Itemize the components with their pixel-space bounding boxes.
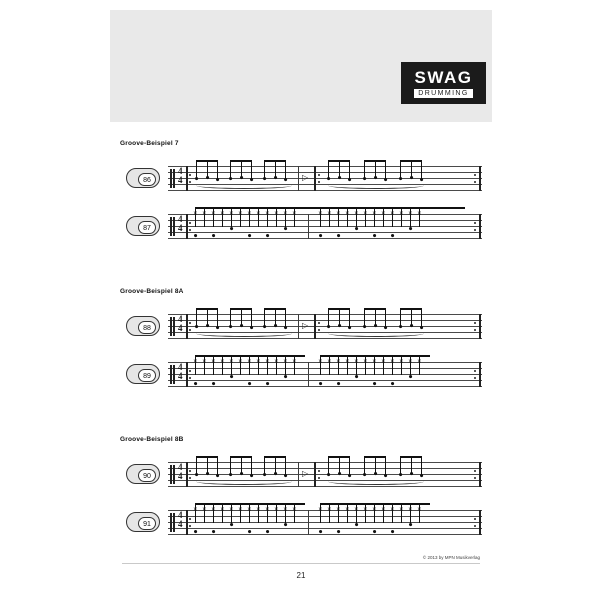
measure-number-90: 90 xyxy=(138,469,156,482)
section-title-3: Groove-Beispiel 8B xyxy=(120,436,184,443)
measure-badge-87 xyxy=(126,216,160,236)
system-87 xyxy=(120,210,482,250)
time-signature-91: 4 4 xyxy=(178,510,183,529)
drum-clef-icon xyxy=(170,513,175,532)
time-signature-87: 4 4 xyxy=(178,214,183,233)
drum-clef-icon xyxy=(170,365,175,384)
time-signature-89: 4 4 xyxy=(178,362,183,381)
staff-86: 4 4 ▷ xyxy=(168,166,482,192)
measure-badge-88 xyxy=(126,316,160,336)
copyright-notice: © 2013 by MPN Musikverlag xyxy=(422,555,480,560)
scanned-sheet xyxy=(110,10,492,590)
measure-number-87: 87 xyxy=(138,221,156,234)
staff-89: 4 4 ✕ ✕ ✕ ✕ ✕ ✕ ✕ ✕ ✕ ✕ ✕ ✕ ✕ ✕ ✕ ✕ ✕ ✕ ✕ ✕ ✕ ✕ ✕ ✕ xyxy=(168,362,482,388)
logo-subtitle: DRUMMING xyxy=(414,89,472,98)
system-91 xyxy=(120,506,482,546)
measure-badge-86 xyxy=(126,168,160,188)
section-title-2: Groove-Beispiel 8A xyxy=(120,288,184,295)
swag-drumming-logo xyxy=(401,62,486,104)
measure-number-89: 89 xyxy=(138,369,156,382)
time-signature-90: 4 4 xyxy=(178,462,183,481)
section-title-1: Groove-Beispiel 7 xyxy=(120,140,179,147)
staff-90: 4 4 ▷ xyxy=(168,462,482,488)
measure-number-88: 88 xyxy=(138,321,156,334)
time-signature-88: 4 4 xyxy=(178,314,183,333)
measure-badge-90 xyxy=(126,464,160,484)
logo-title: SWAG xyxy=(414,67,473,87)
page-number: 21 xyxy=(296,571,306,580)
measure-badge-91 xyxy=(126,512,160,532)
staff-91: 4 4 ✕ ✕ ✕ ✕ ✕ ✕ ✕ ✕ ✕ ✕ ✕ ✕ ✕ ✕ ✕ ✕ ✕ ✕ ✕ ✕ ✕ ✕ ✕ ✕ xyxy=(168,510,482,536)
drum-clef-icon xyxy=(170,465,175,484)
measure-badge-89 xyxy=(126,364,160,384)
system-90 xyxy=(120,458,482,498)
measure-number-91: 91 xyxy=(138,517,156,530)
drum-clef-icon xyxy=(170,217,175,236)
staff-88: 4 4 ▷ xyxy=(168,314,482,340)
drum-clef-icon xyxy=(170,169,175,188)
staff-87: 4 4 ✕ ✕ ✕ ✕ ✕ ✕ ✕ ✕ ✕ ✕ ✕ ✕ ✕ ✕ ✕ ✕ ✕ ✕ ✕ ✕ ✕ ✕ ✕ ✕ xyxy=(168,214,482,240)
drum-clef-icon xyxy=(170,317,175,336)
measure-number-86: 86 xyxy=(138,173,156,186)
footer-divider xyxy=(122,563,480,564)
system-89 xyxy=(120,358,482,398)
time-signature-86: 4 4 xyxy=(178,166,183,185)
system-88 xyxy=(120,310,482,350)
system-86 xyxy=(120,162,482,202)
